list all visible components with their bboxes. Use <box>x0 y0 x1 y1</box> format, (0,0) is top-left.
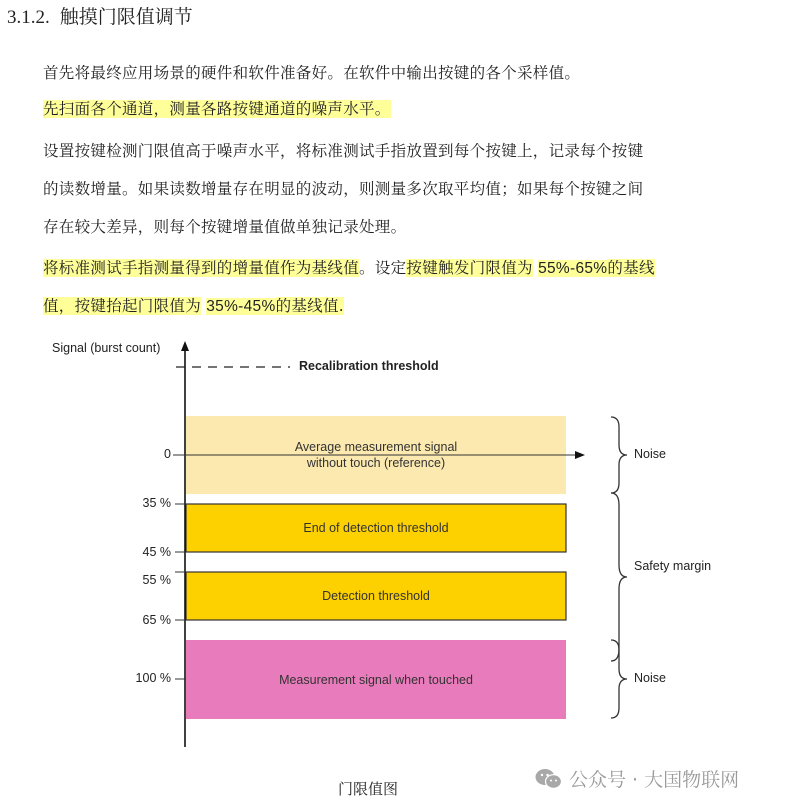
paragraph-3-line-1: 设置按键检测门限值高于噪声水平，将标准测试手指放置到每个按键上，记录每个按键 <box>43 142 644 160</box>
reference-band-label <box>186 435 566 475</box>
tick-35: 35 % <box>142 496 171 510</box>
highlighted-text: 将标准测试手指测量得到的增量值作为基线值 <box>43 259 360 277</box>
section-number: 3.1.2. <box>7 7 50 28</box>
paragraph-3-line-3: 存在较大差异，则每个按键增量值做单独记录处理。 <box>43 218 407 236</box>
recalibration-label: Recalibration threshold <box>299 359 439 373</box>
threshold-diagram <box>0 335 800 755</box>
highlighted-text: 的基线值. <box>275 297 344 315</box>
watermark-text: 公众号 · 大国物联网 <box>569 769 740 791</box>
detection-label: Detection threshold <box>322 589 430 603</box>
watermark <box>535 765 739 792</box>
section-title: 触摸门限值调节 <box>59 7 193 28</box>
safety-margin-brace <box>611 493 627 661</box>
highlighted-percent: 55%-65% <box>538 260 608 277</box>
highlighted-text: 先扫面各个通道，测量各路按键通道的噪声水平。 <box>43 100 391 118</box>
plain-text: 。设定 <box>359 259 407 277</box>
wechat-icon <box>535 768 563 790</box>
paragraph-4-line-1 <box>43 257 655 280</box>
highlighted-text: 值，按键抬起门限值为 <box>43 297 202 315</box>
end-detection-label: End of detection threshold <box>303 521 449 535</box>
touched-label: Measurement signal when touched <box>279 672 473 687</box>
brace-label-noise-bottom: Noise <box>634 671 666 685</box>
paragraph-3-line-2: 的读数增量。如果读数增量存在明显的波动，则测量多次取平均值；如果每个按键之间 <box>43 180 644 198</box>
highlighted-text: 按键触发门限值为 <box>406 259 533 277</box>
y-axis-label: Signal (burst count) <box>52 341 161 355</box>
section-heading <box>7 2 193 29</box>
tick-0: 0 <box>164 447 171 461</box>
noise-brace-top <box>611 417 627 493</box>
noise-brace-bottom <box>611 640 627 718</box>
paragraph-2 <box>43 98 391 120</box>
highlighted-text: 的基线 <box>607 259 655 277</box>
paragraph-1: 首先将最终应用场景的硬件和软件准备好。在软件中输出按键的各个采样值。 <box>43 64 581 82</box>
tick-55: 55 % <box>142 573 171 587</box>
reference-label-line-2: without touch (reference) <box>306 456 446 470</box>
brace-label-safety-margin: Safety margin <box>634 559 712 573</box>
paragraph-4-line-2 <box>43 295 344 318</box>
tick-100: 100 % <box>135 671 171 685</box>
figure-caption: 门限值图 <box>338 780 399 798</box>
reference-label-line-1: Average measurement signal <box>294 440 458 454</box>
tick-65: 65 % <box>142 613 171 627</box>
highlighted-percent: 35%-45% <box>206 298 276 315</box>
brace-label-noise-top: Noise <box>634 447 666 461</box>
y-axis-arrow-icon <box>181 341 189 351</box>
x-axis-arrow-icon <box>575 451 585 459</box>
tick-45: 45 % <box>142 545 171 559</box>
